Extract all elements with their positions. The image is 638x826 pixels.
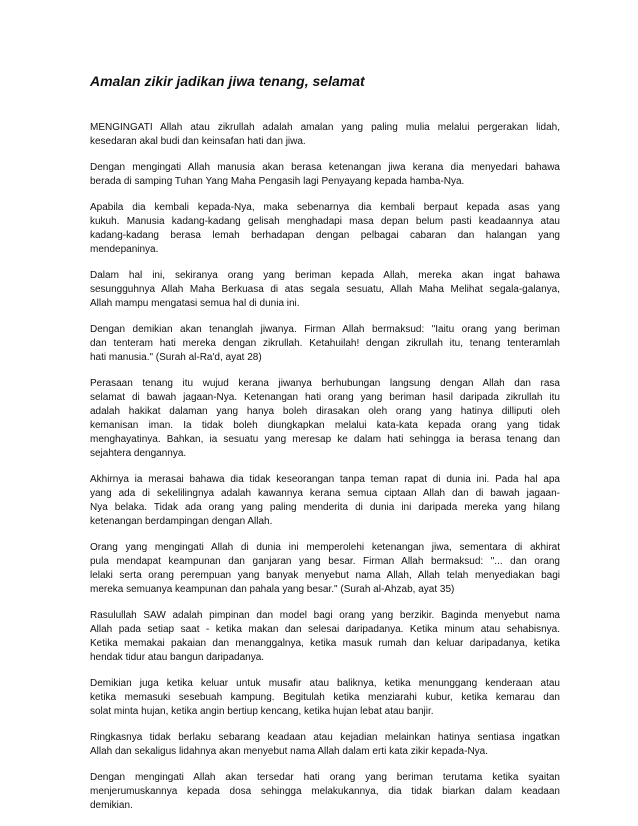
paragraph — [90, 731, 560, 759]
paragraph — [90, 771, 560, 813]
paragraph — [90, 541, 560, 597]
paragraph-line: pula mendapat keampunan dan ganjaran yang besar. Firman Allah bermaksud: "... dan orang — [90, 556, 560, 567]
paragraph-line: hendak tidur atau bangun daripadanya. — [90, 652, 265, 663]
paragraph-line: solat minta hujan, ketika angin bertiup kencang, ketika hujan lebat atau banjir. — [90, 706, 434, 717]
paragraph-line: Ringkasnya tidak berlaku sebarang keadaan atau kejadian melainkan hatinya sentiasa ingatkan — [90, 732, 560, 743]
paragraph — [90, 201, 560, 257]
paragraph-line: Allah mampu mengatasi semua hal di dunia ini. — [90, 298, 300, 309]
paragraph-line: menjerumuskannya kepada dosa sehingga melakukannya, dia tidak biarkan dalam keadaan — [90, 786, 560, 797]
paragraph-line: demikian. — [90, 800, 133, 811]
paragraph-line: Perasaan tenang itu wujud kerana jiwanya berhubungan langsung dengan Allah dan rasa — [90, 378, 560, 389]
paragraph — [90, 323, 560, 365]
paragraph-line: Dengan mengingati Allah manusia akan berasa ketenangan jiwa kerana dia menyedari bahawa — [90, 162, 560, 173]
paragraph-line: menghayatinya. Bahkan, ia sesuatu yang meresap ke dalam hati sehingga ia berasa tenang dan — [90, 434, 560, 445]
paragraph-line: mereka semuanya keampunan dan pahala yang besar." (Surah al-Ahzab, ayat 35) — [90, 584, 455, 595]
paragraph-line: sesungguhnya Allah Maha Berkuasa di atas segala sesuatu, Allah Maha Melihat segala-galanya, — [90, 284, 560, 295]
paragraph-line: kukuh. Manusia kadang-kadang gelisah menghadapi masa depan belum pasti keadaannya atau — [90, 216, 560, 227]
paragraph — [90, 161, 560, 189]
paragraph-line: Allah dan sekaligus lidahnya akan menyebut nama Allah dalam erti kata zikir kepada-Nya. — [90, 746, 489, 757]
document-title: Amalan zikir jadikan jiwa tenang, selamat — [90, 73, 365, 89]
paragraph-line: Rasulullah SAW adalah pimpinan dan model bagi orang yang berzikir. Baginda menyebut nama — [90, 610, 560, 621]
paragraph — [90, 269, 560, 311]
paragraph-line: berada di samping Tuhan Yang Maha Pengasih lagi Penyayang kepada hamba-Nya. — [90, 176, 465, 187]
paragraph — [90, 377, 560, 461]
paragraph-line: adalah hakikat dalaman yang hanya boleh dirasakan oleh orang yang hatinya dilliputi oleh — [90, 406, 560, 417]
paragraph — [90, 609, 560, 665]
paragraph-line: yang ada di sekelilingnya adalah kawannya kerana semua ciptaan Allah dan di bawah jagaan- — [90, 488, 560, 499]
document-body — [90, 121, 560, 825]
paragraph-line: Dalam hal ini, sekiranya orang yang beriman kepada Allah, mereka akan ingat bahawa — [90, 270, 560, 281]
paragraph-line: ketika memasuki sesebuah kampung. Begitulah ketika menziarahi kubur, ketika kemarau dan — [90, 692, 560, 703]
paragraph-line: selamat di bawah jagaan-Nya. Ketenangan hati orang yang beriman hasil daripada zikrullah itu — [90, 392, 560, 403]
paragraph-line: lelaki serta orang perempuan yang banyak menyebut nama Allah, Allah telah menyediakan bagi — [90, 570, 560, 581]
paragraph-line: sejahtera dengannya. — [90, 448, 187, 459]
paragraph-line: kesedaran akal budi dan keinsafan hati dan jiwa. — [90, 136, 306, 147]
paragraph-line: hati manusia." (Surah al-Ra'd, ayat 28) — [90, 352, 262, 363]
paragraph-line: Demikian juga ketika keluar untuk musafir atau baliknya, ketika menunggang kenderaan atau — [90, 678, 560, 689]
paragraph-line: Orang yang mengingati Allah di dunia ini memperolehi ketenangan jiwa, sementara di akhirat — [90, 542, 560, 553]
paragraph-line: Ketika memakai pakaian dan menanggalnya, ketika masuk rumah dan keluar daripadanya, ketika — [90, 638, 560, 649]
paragraph — [90, 677, 560, 719]
paragraph-line: Akhirnya ia merasai bahawa dia tidak keseorangan tanpa teman rapat di dunia ini. Pada hal apa — [90, 474, 560, 485]
paragraph — [90, 473, 560, 529]
paragraph-line: dan tenteram hati mereka dengan zikrullah. Ketahuilah! dengan zikrullah itu, tenang tenteramlah — [90, 338, 560, 349]
paragraph-line: mendepaninya. — [90, 244, 159, 255]
paragraph-line: Allah pada setiap saat - ketika makan dan selesai daripadanya. Ketika minum atau sehabisnya. — [90, 624, 560, 635]
paragraph-line: ketenangan berdampingan dengan Allah. — [90, 516, 273, 527]
paragraph-line: Apabila dia kembali kepada-Nya, maka sebenarnya dia kembali berpaut kepada asas yang — [90, 202, 560, 213]
paragraph-line: Dengan demikian akan tenanglah jiwanya. Firman Allah bermaksud: "Iaitu orang yang beriman — [90, 324, 560, 335]
paragraph-line: kemanisan iman. Ia tidak boleh diungkapkan melalui kata-kata kepada orang yang tidak — [90, 420, 560, 431]
paragraph-line: Dengan mengingati Allah akan tersedar hati orang yang beriman terutama ketika syaitan — [90, 772, 560, 783]
paragraph — [90, 121, 560, 149]
paragraph-line: Nya belaka. Tidak ada orang yang paling menderita di dunia ini daripada mereka yang hilang — [90, 502, 560, 513]
paragraph-line: kadang-kadang berasa lemah berhadapan dengan pelbagai cabaran dan halangan yang — [90, 230, 560, 241]
paragraph-line: MENGINGATI Allah atau zikrullah adalah amalan yang paling mulia melalui pergerakan lidah, — [90, 122, 560, 133]
